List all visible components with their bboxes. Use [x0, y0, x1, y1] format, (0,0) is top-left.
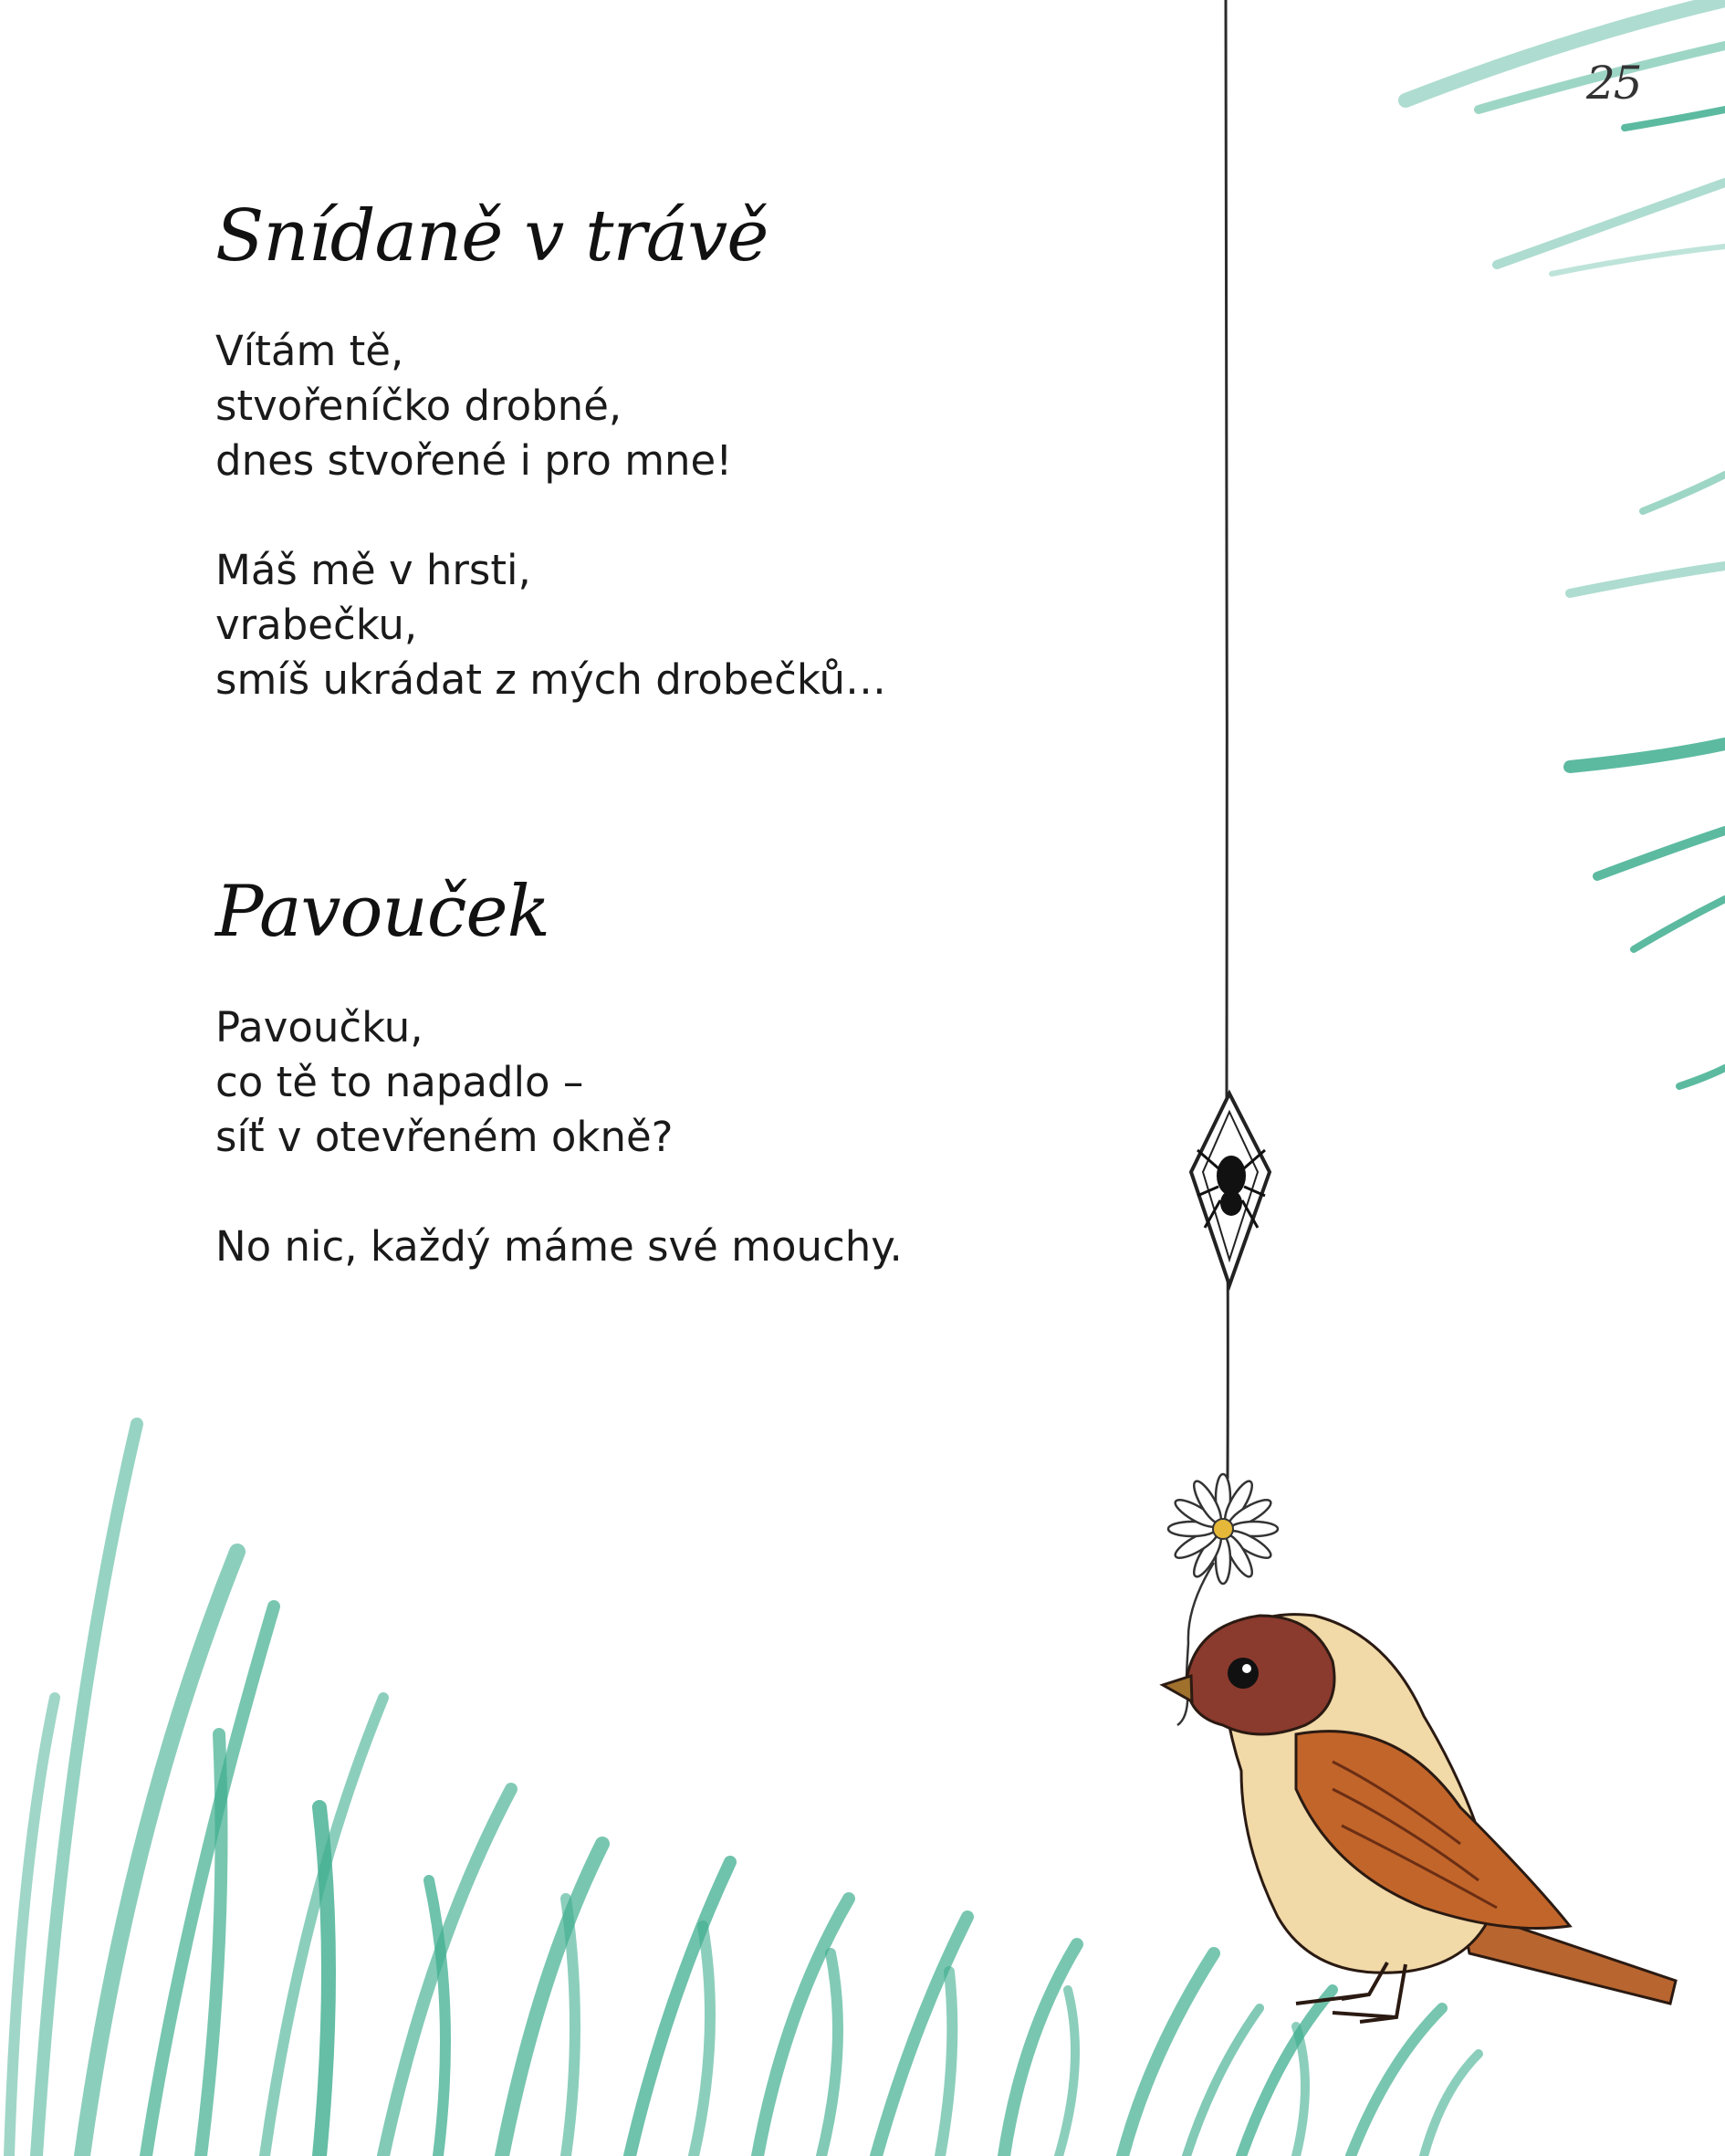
poem-line: Vítám tě, [215, 327, 404, 375]
daisy-icon [1168, 1474, 1278, 1584]
poem-snidane-v-trave [215, 172, 886, 707]
spider-icon [1191, 1094, 1270, 1285]
top-right-grass [1406, 0, 1725, 1086]
poem-title: Snídaně v trávě [215, 195, 768, 277]
poem-line: Pavoučku, [215, 1003, 423, 1052]
page-number: 25 [1586, 57, 1641, 110]
poem-title: Pavouček [215, 871, 549, 953]
stanza [215, 1000, 903, 1165]
spider-thread [1226, 0, 1228, 1479]
poem-line: stvořeníčko drobné, [215, 382, 622, 430]
poem-line: vrabečku, [215, 601, 418, 649]
daisy-stem [1177, 1563, 1214, 1725]
poem-line: co tě to napadlo – [215, 1058, 584, 1106]
stanza [215, 1219, 903, 1274]
stanza [215, 324, 886, 488]
poem-line: Máš mě v hrsti, [215, 546, 531, 594]
sparrow-icon [1163, 1615, 1676, 2022]
poem-line: dnes stvořené i pro mne! [215, 436, 733, 485]
poem-pavoucek [215, 847, 903, 1274]
bottom-grass [9, 1424, 1479, 2156]
poem-line: No nic, každý máme své mouchy. [215, 1222, 903, 1271]
stanza [215, 543, 886, 707]
poem-line: smíš ukrádat z mých drobečků… [215, 655, 887, 704]
poem-line: síť v otevřeném okně? [215, 1113, 674, 1161]
